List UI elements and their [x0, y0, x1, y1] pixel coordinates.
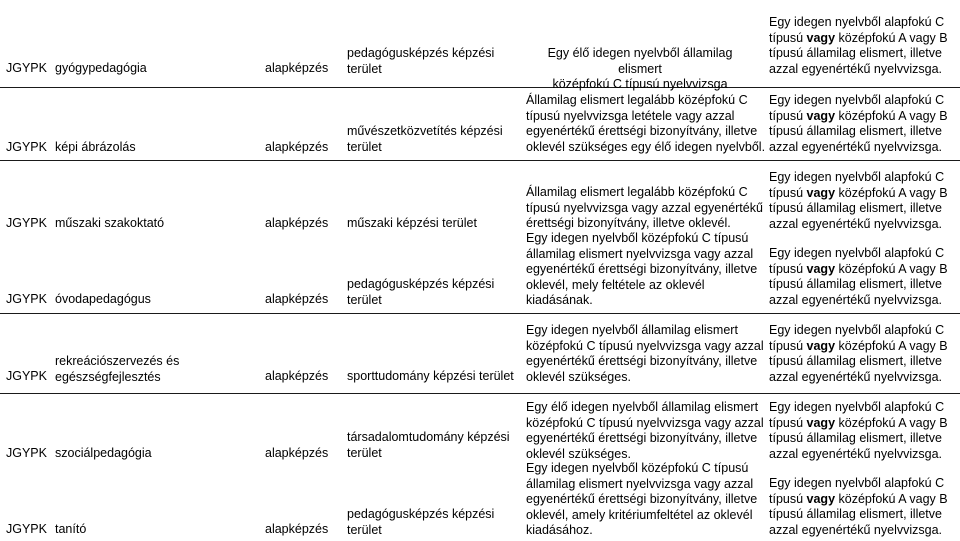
degree-level: alapképzés: [265, 140, 329, 154]
row-divider: [0, 313, 960, 314]
faculty-code: JGYPK: [6, 292, 47, 306]
program-name: képi ábrázolás: [55, 140, 136, 154]
alternative-requirement: Egy idegen nyelvből alapfokú C típusú vagy középfokú A vagy B típusú államilag elismert, illetve azzal egyenértékű nyelvvizsga.: [769, 15, 948, 76]
training-area: társadalomtudomány képzési terület: [347, 430, 510, 460]
program-name: óvodapedagógus: [55, 292, 151, 306]
degree-level: alapképzés: [265, 216, 329, 230]
faculty-code: JGYPK: [6, 61, 47, 75]
alternative-requirement: Egy idegen nyelvből alapfokú C típusú vagy középfokú A vagy B típusú államilag elismert, illetve azzal egyenértékű nyelvvizsga.: [769, 323, 948, 384]
alternative-requirement: Egy idegen nyelvből alapfokú C típusú vagy középfokú A vagy B típusú államilag elismert, illetve azzal egyenértékű nyelvvizsga.: [769, 170, 948, 231]
alternative-requirement: Egy idegen nyelvből alapfokú C típusú vagy középfokú A vagy B típusú államilag elismert, illetve azzal egyenértékű nyelvvizsga.: [769, 400, 948, 461]
degree-level: alapképzés: [265, 446, 329, 460]
language-requirement: Egy idegen nyelvből középfokú C típusú államilag elismert nyelvvizsga vagy azzal egyenértékű érettségi bizonyítvány, illetve oklevél, mely feltétele az oklevél kiadásának.: [526, 231, 758, 307]
training-area: műszaki képzési terület: [347, 216, 477, 230]
training-area: pedagógusképzés képzési terület: [347, 277, 495, 307]
language-requirement: Államilag elismert legalább középfokú C típusú nyelvvizsga letétele vagy azzal egyenértékű érettségi bizonyítvány, illetve oklevél szükséges egy élő idegen nyelvből.: [526, 93, 766, 154]
alternative-requirement: Egy idegen nyelvből alapfokú C típusú vagy középfokú A vagy B típusú államilag elismert, illetve azzal egyenértékű nyelvvizsga.: [769, 246, 948, 307]
faculty-code: JGYPK: [6, 369, 47, 383]
language-requirement: Egy idegen nyelvből középfokú C típusú államilag elismert nyelvvizsga vagy azzal egyenértékű érettségi bizonyítvány, illetve oklevél, amely kritériumfeltétel az oklevél kiadásához.: [526, 461, 758, 537]
faculty-code: JGYPK: [6, 140, 47, 154]
faculty-code: JGYPK: [6, 446, 47, 460]
faculty-code: JGYPK: [6, 522, 47, 536]
program-name: gyógypedagógia: [55, 61, 147, 75]
degree-level: alapképzés: [265, 369, 329, 383]
faculty-code: JGYPK: [6, 216, 47, 230]
degree-level: alapképzés: [265, 292, 329, 306]
row-divider: [0, 393, 960, 394]
program-name: szociálpedagógia: [55, 446, 152, 460]
alternative-requirement: Egy idegen nyelvből alapfokú C típusú vagy középfokú A vagy B típusú államilag elismert, illetve azzal egyenértékű nyelvvizsga.: [769, 476, 948, 537]
program-name: műszaki szakoktató: [55, 216, 165, 230]
language-requirement: Egy élő idegen nyelvből államilag elismert középfokú C típusú nyelvvizsga vagy azzal egyenértékű érettségi bizonyítvány, illetve oklevél szükséges.: [526, 400, 764, 461]
degree-level: alapképzés: [265, 61, 329, 75]
program-name: rekreációszervezés és egészségfejlesztés: [55, 354, 180, 384]
training-area: sporttudomány képzési terület: [347, 369, 514, 383]
alternative-requirement: Egy idegen nyelvből alapfokú C típusú vagy középfokú A vagy B típusú államilag elismert, illetve azzal egyenértékű nyelvvizsga.: [769, 93, 948, 154]
language-requirement: Egy idegen nyelvből államilag elismert középfokú C típusú nyelvvizsga vagy azzal egyenértékű érettségi bizonyítvány, illetve oklevél szükséges.: [526, 323, 764, 384]
training-area: pedagógusképzés képzési terület: [347, 507, 495, 537]
row-divider: [0, 160, 960, 161]
language-requirement: Egy élő idegen nyelvből államilag elismert középfokú C típusú nyelvvizsga: [547, 46, 733, 91]
row-divider: [0, 87, 960, 88]
training-area: pedagógusképzés képzési terület: [347, 46, 495, 76]
degree-level: alapképzés: [265, 522, 329, 536]
program-name: tanító: [55, 522, 87, 536]
language-requirement: Államilag elismert legalább középfokú C típusú nyelvvizsga vagy azzal egyenértékű érettségi bizonyítvány, illetve oklevél.: [526, 185, 763, 230]
training-area: művészetközvetítés képzési terület: [347, 124, 503, 154]
